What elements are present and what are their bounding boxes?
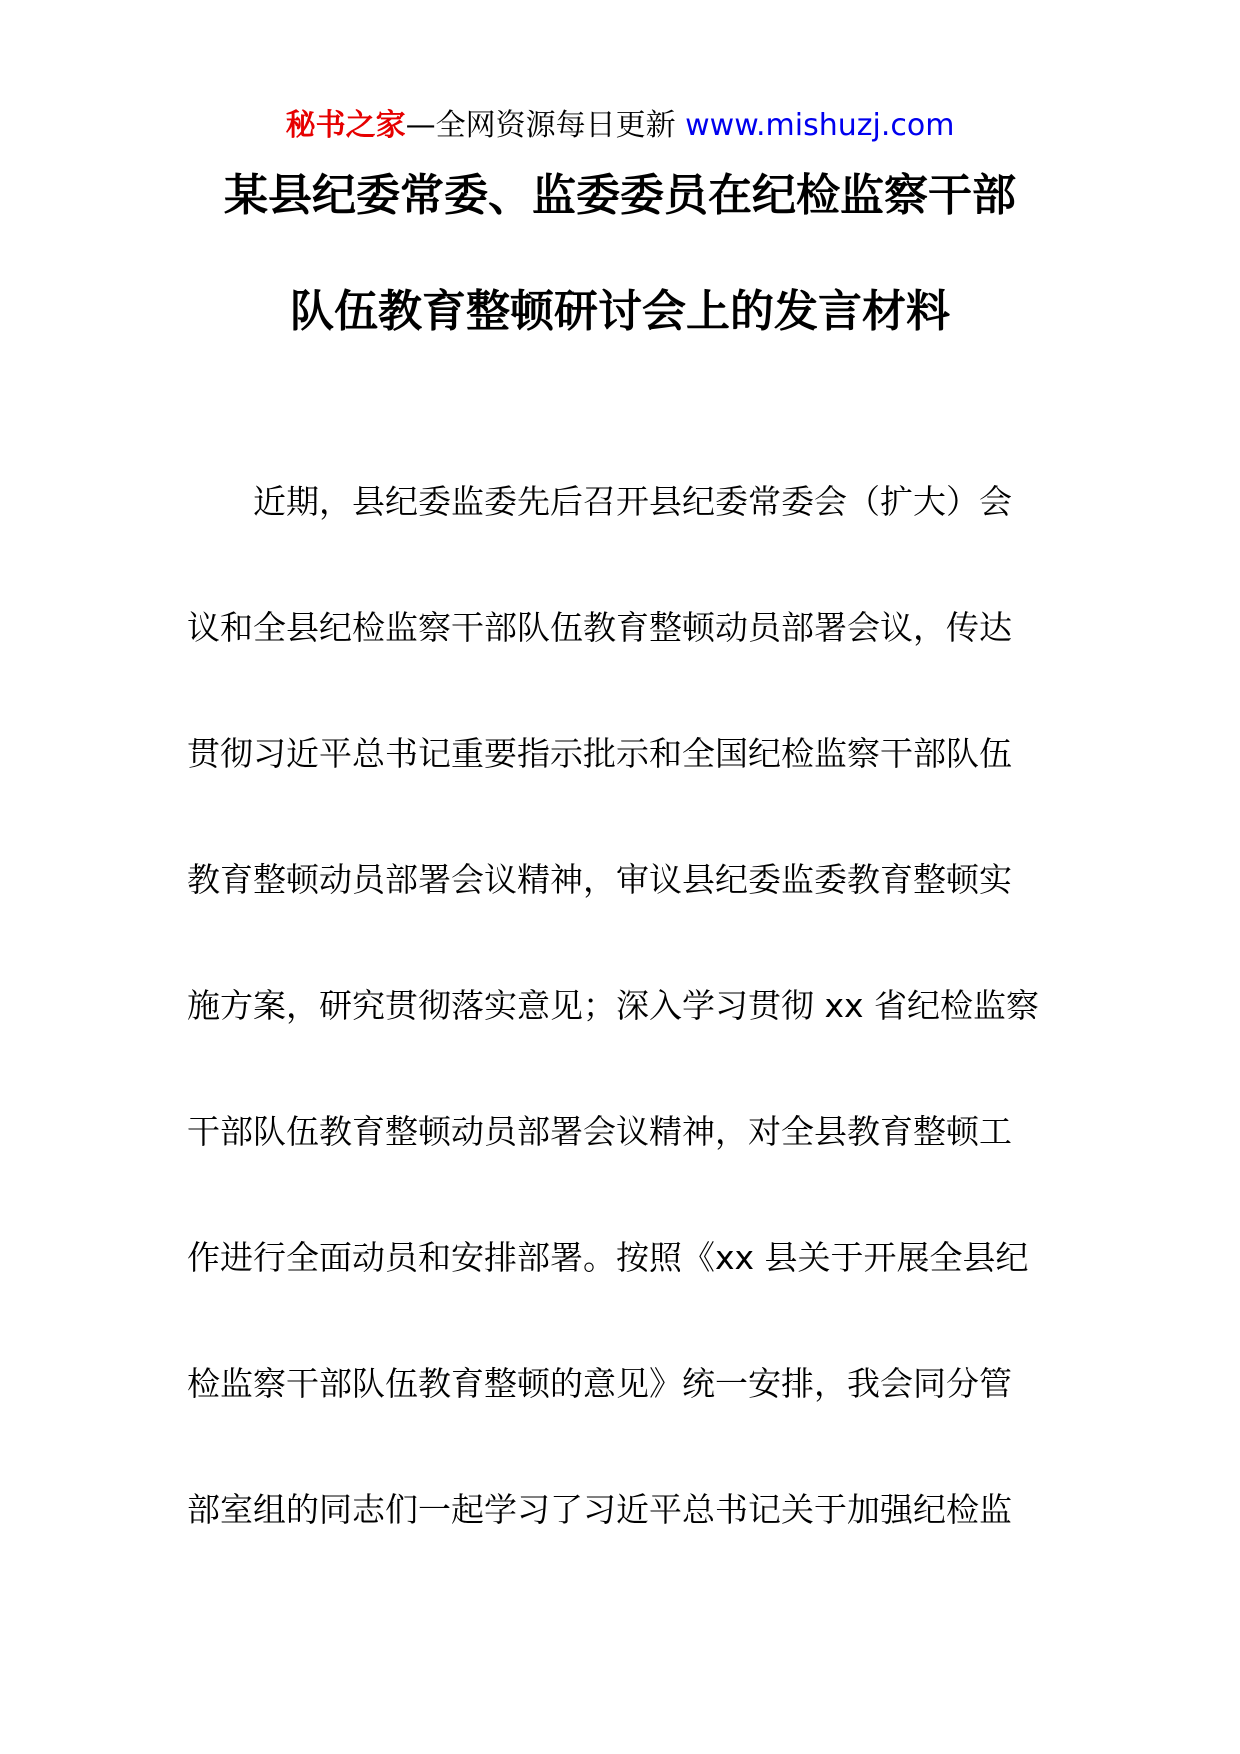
- site-tagline: —全网资源每日更新: [405, 108, 676, 143]
- body-line-6: 干部队伍教育整顿动员部署会议精神，对全县教育整顿工: [187, 1112, 1012, 1151]
- document-title-line-2: 队伍教育整顿研讨会上的发言材料: [290, 286, 950, 337]
- body-line-8: 检监察干部队伍教育整顿的意见》统一安排，我会同分管: [187, 1364, 1012, 1403]
- body-line-1: 近期，县纪委监委先后召开县纪委常委会（扩大）会: [253, 482, 1012, 521]
- body-line-7: 作进行全面动员和安排部署。按照《xx 县关于开展全县纪: [187, 1238, 1029, 1277]
- body-line-4: 教育整顿动员部署会议精神，审议县纪委监委教育整顿实: [187, 860, 1012, 899]
- document-title-line-1: 某县纪委常委、监委委员在纪检监察干部: [224, 170, 1016, 221]
- body-line-2: 议和全县纪检监察干部队伍教育整顿动员部署会议，传达: [187, 608, 1012, 647]
- body-line-9: 部室组的同志们一起学习了习近平总书记关于加强纪检监: [187, 1490, 1012, 1529]
- body-line-5: 施方案，研究贯彻落实意见；深入学习贯彻 xx 省纪检监察: [187, 986, 1040, 1025]
- site-url-link[interactable]: www.mishuzj.com: [685, 108, 955, 143]
- brand-name: 秘书之家: [285, 108, 406, 143]
- body-line-3: 贯彻习近平总书记重要指示批示和全国纪检监察干部队伍: [187, 734, 1012, 773]
- site-header: [0, 104, 1240, 148]
